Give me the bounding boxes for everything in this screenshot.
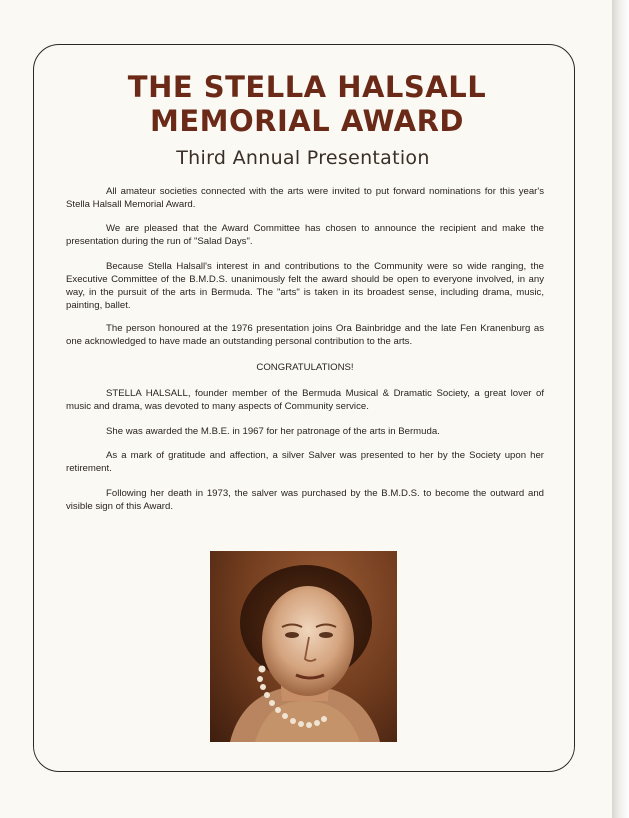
paragraph-1976-presentation: The person honoured at the 1976 presentation joins Ora Bainbridge and the late Fen Kranenburg as one acknowledged to have made an outstanding personal contribution to the arts. <box>66 323 544 347</box>
paragraph-founder-member: STELLA HALSALL, founder member of the Bermuda Musical & Dramatic Society, a great lover of music and drama, was devoted to many aspects of Community service. <box>66 388 544 412</box>
subtitle: Third Annual Presentation <box>176 147 430 169</box>
paragraph-mbe-award: She was awarded the M.B.E. in 1967 for her patronage of the arts in Bermuda. <box>106 426 440 437</box>
page-edge-shadow <box>612 0 629 818</box>
congratulations-heading: CONGRATULATIONS! <box>256 362 354 373</box>
paragraph-nominations: All amateur societies connected with the arts were invited to put forward nominations for this year's Stella Halsall Memorial Award. <box>66 186 544 210</box>
paragraph-executive-committee: Because Stella Halsall's interest in and contributions to the Community were so wide ranging, the Executive Committee of the B.M.D.S. unanimously felt the award should be open to everyone involved, in any way, in the pursuit of the arts in Bermuda. The "arts" is taken in its broadest sense, including drama, music, painting, ballet. <box>66 261 544 311</box>
paragraph-silver-salver: As a mark of gratitude and affection, a silver Salver was presented to her by the Society upon her retirement. <box>66 450 544 474</box>
paragraph-announcement: We are pleased that the Award Committee has chosen to announce the recipient and make the presentation during the run of "Salad Days". <box>66 223 544 247</box>
paragraph-death-1973: Following her death in 1973, the salver was purchased by the B.M.D.S. to become the outward and visible sign of this Award. <box>66 488 544 512</box>
title-line-1: THE STELLA HALSALL <box>127 70 487 104</box>
title-line-2: MEMORIAL AWARD <box>150 104 464 138</box>
portrait-illustration <box>210 551 397 742</box>
portrait-photo <box>210 551 397 742</box>
